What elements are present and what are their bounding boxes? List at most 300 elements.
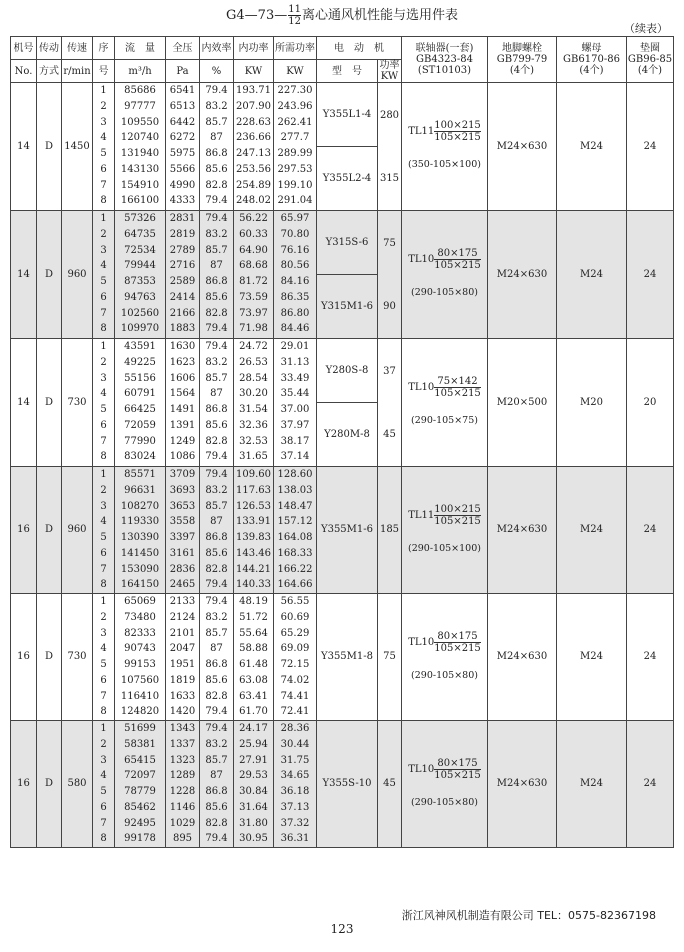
coupling-size: (290-105×80) (411, 669, 478, 681)
efficiency-list-item: 83.2 (205, 611, 228, 623)
efficiency-list-item: 85.7 (205, 627, 228, 639)
nut-cell: M24 (557, 721, 627, 848)
washer-cell: 24 (627, 721, 674, 848)
flow-list-item: 107560 (120, 674, 160, 686)
drive-cell: D (37, 211, 62, 339)
efficiency-list-item: 83.2 (205, 356, 228, 368)
required-power-list-item: 37.97 (280, 419, 310, 431)
efficiency-list-item: 85.7 (205, 116, 228, 128)
pressure-list-item: 2414 (169, 291, 196, 303)
index-list-item: 1 (100, 85, 107, 96)
coupling-fraction-num: 100×215 (434, 503, 481, 515)
title-fraction (288, 4, 301, 27)
efficiency-list-item: 85.6 (205, 163, 228, 175)
coupling-size: (290-105×80) (411, 287, 478, 299)
index-list-item: 3 (100, 500, 107, 512)
required-power-list-item: 243.96 (277, 100, 313, 112)
continued-label: （续表） (624, 22, 668, 35)
internal-power-list-item: 31.54 (239, 404, 268, 415)
internal-power-list-item: 254.89 (236, 179, 271, 191)
internal-power-list-item: 228.63 (236, 116, 271, 128)
internal-power-list-item: 32.53 (239, 435, 268, 447)
flow-list-item: 72534 (124, 244, 156, 256)
flow-list-item: 65069 (124, 596, 156, 607)
required-power-list-item: 29.01 (280, 341, 310, 352)
flow-list (115, 721, 166, 848)
washer-cell: 24 (627, 211, 674, 339)
pressure-list-item: 2047 (169, 643, 196, 655)
motor-model: Y355M1-6 (320, 524, 374, 535)
internal-power-list-item: 48.19 (239, 596, 268, 607)
required-power-list-item: 297.53 (277, 163, 313, 175)
table-row (11, 339, 674, 467)
efficiency-list-item: 79.4 (205, 213, 228, 224)
header-chuansu-unit: r/min (62, 60, 93, 83)
motor-power-cell (378, 721, 402, 848)
motor-power: 90 (383, 300, 396, 312)
speed-cell: 730 (62, 339, 93, 467)
pressure-list-item: 1343 (169, 723, 196, 734)
washer-cell: 24 (627, 467, 674, 594)
motor-model-cell (317, 594, 378, 721)
internal-power-list (234, 594, 274, 721)
efficiency-list-item: 83.2 (205, 228, 228, 240)
header-liuliang-unit: m³/h (115, 60, 166, 83)
pressure-list-item: 1323 (169, 754, 196, 766)
internal-power-list-item: 26.53 (239, 356, 268, 368)
title-suffix: 离心通风机性能与选用件表 (301, 8, 458, 23)
header-coupling-line3: (ST10103) (417, 65, 472, 76)
efficiency-list (200, 339, 234, 467)
coupling-name: TL11 (408, 509, 435, 521)
efficiency-list-item: 79.4 (205, 579, 228, 591)
table-body (11, 83, 674, 848)
required-power-list-item: 36.31 (280, 833, 310, 845)
required-power-list-item: 277.7 (280, 132, 310, 144)
coupling-size: (290-105×80) (411, 796, 478, 808)
flow-list-item: 96631 (124, 484, 156, 496)
flow-list-item: 141450 (120, 547, 160, 559)
internal-power-list-item: 109.60 (236, 469, 271, 480)
internal-power-list-item: 24.72 (239, 341, 268, 352)
header-liuliang: 流 量 (115, 37, 166, 60)
pressure-list-item: 3709 (169, 469, 196, 480)
required-power-list-item: 37.14 (280, 451, 310, 463)
efficiency-list-item: 85.6 (205, 419, 228, 431)
required-power-list-item: 70.80 (280, 228, 310, 240)
motor-model-cell (317, 339, 378, 467)
coupling-name: TL10 (408, 382, 435, 394)
flow-list (115, 83, 166, 211)
required-power-list-item: 128.60 (277, 469, 313, 480)
required-power-list-item: 28.36 (280, 723, 310, 734)
required-power-list-item: 80.56 (280, 260, 310, 272)
title-fraction-num: 11 (288, 4, 301, 15)
pressure-list-item: 3558 (169, 516, 196, 528)
pressure-list-item: 2589 (169, 276, 196, 287)
internal-power-list-item: 61.70 (239, 706, 268, 718)
pressure-list-item: 6541 (169, 85, 196, 96)
pressure-list-item: 1623 (169, 356, 196, 368)
pressure-list-item: 6513 (169, 100, 196, 112)
motor-model: Y355L2-4 (317, 146, 377, 210)
internal-power-list (234, 83, 274, 211)
index-list-item: 5 (100, 659, 107, 670)
motor-power: 37 (383, 365, 396, 377)
header-motor-power (378, 60, 402, 83)
header-quanya-unit: Pa (166, 60, 200, 83)
index-list-item: 3 (100, 372, 107, 384)
efficiency-list-item: 79.4 (205, 833, 228, 845)
flow-list-item: 57326 (124, 213, 156, 224)
nut-cell: M24 (557, 594, 627, 721)
fan-no-cell: 16 (11, 721, 37, 848)
pressure-list-item: 1951 (169, 659, 196, 670)
required-power-list-item: 164.08 (277, 532, 313, 543)
required-power-list-item: 168.33 (277, 547, 313, 559)
header-suoxu-unit: KW (274, 60, 317, 83)
index-list-item: 7 (100, 817, 107, 829)
index-list-item: 6 (100, 163, 107, 175)
internal-power-list-item: 31.64 (239, 801, 268, 813)
index-list-item: 8 (100, 579, 107, 591)
pressure-list (166, 211, 200, 339)
header-bolt-line2: GB799-79 (496, 54, 548, 65)
table-row (11, 721, 674, 848)
flow-list-item: 109970 (120, 323, 160, 335)
bolt-cell: M24×630 (488, 83, 557, 211)
coupling-cell (402, 467, 488, 594)
pressure-list-item: 1391 (169, 419, 196, 431)
internal-power-list-item: 28.54 (239, 372, 268, 384)
internal-power-list-item: 140.33 (236, 579, 271, 591)
efficiency-list-item: 82.8 (205, 690, 228, 702)
internal-power-list-item: 27.91 (239, 754, 268, 766)
required-power-list-item: 38.17 (280, 435, 310, 447)
internal-power-list-item: 248.02 (236, 195, 271, 207)
efficiency-list-item: 85.6 (205, 291, 228, 303)
required-power-list-item: 148.47 (277, 500, 313, 512)
internal-power-list-item: 25.94 (239, 738, 268, 750)
flow-list-item: 64735 (124, 228, 156, 240)
index-list-item: 8 (100, 706, 107, 718)
drive-cell: D (37, 594, 62, 721)
speed-cell: 1450 (62, 83, 93, 211)
coupling-cell (402, 594, 488, 721)
required-power-list-item: 37.00 (280, 404, 310, 415)
motor-power: 185 (379, 524, 400, 535)
washer-cell: 24 (627, 594, 674, 721)
header-coupling-line2: GB4323-84 (416, 54, 473, 65)
flow-list-item: 90743 (124, 643, 156, 655)
motor-power-cell (378, 467, 402, 594)
coupling-spec (402, 758, 487, 781)
flow-list-item: 49225 (124, 356, 156, 368)
internal-power-list-item: 71.98 (239, 323, 268, 335)
pressure-list-item: 6272 (169, 132, 196, 144)
flow-list-item: 97777 (124, 100, 156, 112)
required-power-list-item: 31.13 (280, 356, 310, 368)
internal-power-list-item: 30.95 (239, 833, 268, 845)
index-list-item: 4 (100, 260, 107, 272)
flow-list-item: 85462 (124, 801, 156, 813)
motor-power: 45 (383, 778, 396, 789)
pressure-list (166, 83, 200, 211)
pressure-list-item: 3693 (169, 484, 196, 496)
flow-list-item: 130390 (120, 532, 160, 543)
header-jihao-unit: No. (11, 60, 37, 83)
efficiency-list-item: 86.8 (205, 532, 228, 543)
pressure-list-item: 3653 (169, 500, 196, 512)
pressure-list-item: 2789 (169, 244, 196, 256)
header-neigonglv: 内功率 (234, 37, 274, 60)
efficiency-list-item: 85.6 (205, 547, 228, 559)
index-list-item: 3 (100, 116, 107, 128)
table-row (11, 83, 674, 211)
required-power-list (274, 339, 317, 467)
coupling-cell (402, 211, 488, 339)
index-list-item: 6 (100, 674, 107, 686)
efficiency-list-item: 79.4 (205, 195, 228, 207)
internal-power-list-item: 236.66 (236, 132, 271, 144)
coupling-fraction (434, 758, 481, 781)
internal-power-list (234, 211, 274, 339)
index-list (93, 83, 115, 211)
washer-cell: 20 (627, 339, 674, 467)
coupling-name: TL10 (408, 254, 435, 266)
flow-list-item: 131940 (120, 148, 160, 159)
drive-cell: D (37, 467, 62, 594)
index-list-item: 2 (100, 356, 107, 368)
motor-model: Y355M1-8 (320, 651, 374, 662)
required-power-list (274, 594, 317, 721)
efficiency-list-item: 85.7 (205, 244, 228, 256)
index-list-item: 2 (100, 484, 107, 496)
coupling-fraction (434, 631, 481, 654)
header-nut-line2: GB6170-86 (563, 54, 620, 65)
efficiency-list-item: 86.8 (205, 276, 228, 287)
index-list-item: 8 (100, 195, 107, 207)
efficiency-list-item: 87 (210, 516, 223, 528)
efficiency-list-item: 86.8 (205, 659, 228, 670)
internal-power-list (234, 467, 274, 594)
required-power-list-item: 164.66 (277, 579, 313, 591)
coupling-spec (402, 631, 487, 654)
required-power-list-item: 60.69 (280, 611, 310, 623)
flow-list (115, 339, 166, 467)
pressure-list-item: 2166 (169, 307, 196, 319)
bolt-cell: M24×630 (488, 594, 557, 721)
index-list-item: 2 (100, 738, 107, 750)
pressure-list-item: 2831 (169, 213, 196, 224)
coupling-cell (402, 339, 488, 467)
pressure-list (166, 467, 200, 594)
pressure-list-item: 2133 (169, 596, 196, 607)
flow-list-item: 99153 (124, 659, 156, 670)
efficiency-list-item: 83.2 (205, 484, 228, 496)
header-washer-line1: 垫圈 (640, 43, 660, 54)
motor-power: 75 (383, 651, 396, 662)
internal-power-list-item: 60.33 (239, 228, 268, 240)
required-power-list-item: 37.13 (280, 801, 310, 813)
pressure-list-item: 1819 (169, 674, 196, 686)
coupling-fraction (434, 120, 481, 143)
index-list-item: 1 (100, 213, 107, 224)
efficiency-list (200, 721, 234, 848)
flow-list-item: 66425 (124, 404, 156, 415)
header-coupling-line1: 联轴器(一套) (415, 43, 474, 54)
flow-list-item: 77990 (124, 435, 156, 447)
motor-model-cell (317, 721, 378, 848)
required-power-list-item: 84.16 (280, 276, 310, 287)
motor-model: Y355S-10 (322, 778, 372, 789)
pressure-list-item: 1289 (169, 770, 196, 782)
required-power-list-item: 199.10 (277, 179, 313, 191)
header-bolt-line1: 地脚螺栓 (502, 43, 542, 54)
required-power-list-item: 76.16 (280, 244, 310, 256)
required-power-list-item: 56.55 (280, 596, 310, 607)
internal-power-list-item: 247.13 (236, 148, 271, 159)
drive-cell: D (37, 83, 62, 211)
motor-power-cell (378, 211, 402, 339)
index-list-item: 5 (100, 532, 107, 543)
efficiency-list-item: 85.6 (205, 801, 228, 813)
pressure-list-item: 2819 (169, 228, 196, 240)
coupling-cell (402, 83, 488, 211)
header-motor-model: 型 号 (317, 60, 378, 83)
efficiency-list-item: 79.4 (205, 469, 228, 480)
required-power-list-item: 35.44 (280, 388, 310, 400)
pressure-list-item: 1633 (169, 690, 196, 702)
index-list-item: 7 (100, 435, 107, 447)
efficiency-list-item: 83.2 (205, 738, 228, 750)
washer-cell: 24 (627, 83, 674, 211)
internal-power-list-item: 253.56 (236, 163, 271, 175)
bolt-cell: M24×630 (488, 721, 557, 848)
drive-cell: D (37, 721, 62, 848)
required-power-list-item: 72.15 (280, 659, 310, 670)
index-list-item: 4 (100, 388, 107, 400)
bolt-cell: M24×630 (488, 467, 557, 594)
flow-list-item: 82333 (124, 627, 156, 639)
flow-list-item: 166100 (120, 195, 160, 207)
efficiency-list-item: 79.4 (205, 596, 228, 607)
efficiency-list-item: 85.7 (205, 754, 228, 766)
index-list-item: 2 (100, 611, 107, 623)
motor-model-cell (317, 211, 378, 339)
flow-list-item: 102560 (120, 307, 160, 319)
flow-list (115, 467, 166, 594)
pressure-list-item: 1249 (169, 435, 196, 447)
required-power-list-item: 65.29 (280, 627, 310, 639)
pressure-list-item: 2124 (169, 611, 196, 623)
header-chuandong-unit: 方式 (37, 60, 62, 83)
internal-power-list-item: 58.88 (239, 643, 268, 655)
index-list (93, 339, 115, 467)
index-list-item: 8 (100, 451, 107, 463)
internal-power-list-item: 81.72 (239, 276, 268, 287)
required-power-list-item: 34.65 (280, 770, 310, 782)
index-list-item: 6 (100, 547, 107, 559)
flow-list-item: 72097 (124, 770, 156, 782)
efficiency-list-item: 79.4 (205, 723, 228, 734)
motor-power: 315 (379, 172, 400, 184)
coupling-fraction-num: 80×175 (434, 758, 481, 770)
required-power-list-item: 166.22 (277, 563, 313, 575)
coupling-cell (402, 721, 488, 848)
flow-list-item: 43591 (124, 341, 156, 352)
coupling-fraction (434, 376, 481, 399)
bolt-cell: M24×630 (488, 211, 557, 339)
motor-power-cell (378, 594, 402, 721)
header-motor-power-line2: KW (380, 71, 399, 82)
index-list-item: 7 (100, 690, 107, 702)
pressure-list (166, 721, 200, 848)
efficiency-list-item: 87 (210, 643, 223, 655)
required-power-list-item: 37.32 (280, 817, 310, 829)
motor-model: Y315M1-6 (317, 274, 377, 338)
header-suoxu: 所需功率 (274, 37, 317, 60)
flow-list-item: 65415 (124, 754, 156, 766)
internal-power-list-item: 64.90 (239, 244, 268, 256)
flow-list-item: 94763 (124, 291, 156, 303)
table-row (11, 594, 674, 721)
index-list-item: 6 (100, 291, 107, 303)
index-list-item: 5 (100, 276, 107, 287)
pressure-list-item: 1883 (169, 323, 196, 335)
internal-power-list-item: 133.91 (236, 516, 271, 528)
internal-power-list-item: 126.53 (236, 500, 271, 512)
flow-list-item: 143130 (120, 163, 160, 175)
pressure-list-item: 1564 (169, 388, 196, 400)
index-list-item: 5 (100, 786, 107, 797)
flow-list (115, 211, 166, 339)
flow-list-item: 51699 (124, 723, 156, 734)
flow-list-item: 153090 (120, 563, 160, 575)
coupling-name: TL10 (408, 763, 435, 775)
flow-list-item: 119330 (120, 516, 160, 528)
index-list-item: 2 (100, 228, 107, 240)
required-power-list (274, 721, 317, 848)
internal-power-list (234, 339, 274, 467)
pressure-list-item: 1630 (169, 341, 196, 352)
pressure-list-item: 3161 (169, 547, 196, 559)
header-nut (557, 37, 627, 83)
flow-list-item: 78779 (124, 786, 156, 797)
internal-power-list-item: 30.84 (239, 786, 268, 797)
required-power-list-item: 291.04 (277, 195, 313, 207)
index-list-item: 3 (100, 627, 107, 639)
index-list-item: 8 (100, 323, 107, 335)
coupling-fraction-num: 80×175 (434, 248, 481, 260)
required-power-list (274, 83, 317, 211)
efficiency-list-item: 85.7 (205, 372, 228, 384)
table-row (11, 467, 674, 594)
pressure-list-item: 3397 (169, 532, 196, 543)
index-list (93, 211, 115, 339)
efficiency-list-item: 86.8 (205, 148, 228, 159)
efficiency-list-item: 79.4 (205, 323, 228, 335)
internal-power-list-item: 31.65 (239, 451, 268, 463)
required-power-list-item: 74.41 (280, 690, 310, 702)
pressure-list-item: 4990 (169, 179, 196, 191)
internal-power-list-item: 51.72 (239, 611, 268, 623)
internal-power-list-item: 30.20 (239, 388, 268, 400)
internal-power-list-item: 29.53 (239, 770, 268, 782)
efficiency-list-item: 83.2 (205, 100, 228, 112)
internal-power-list-item: 32.36 (239, 419, 268, 431)
internal-power-list-item: 144.21 (236, 563, 271, 575)
